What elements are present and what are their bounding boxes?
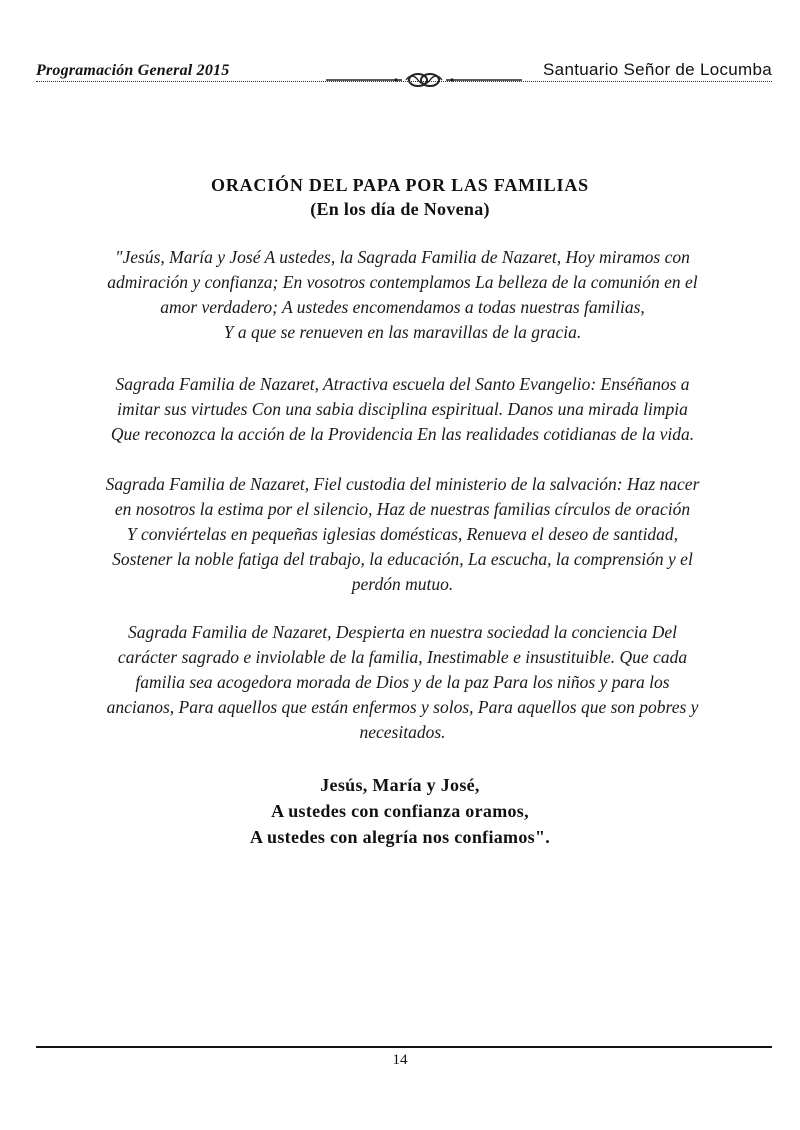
paragraph-line: imitar sus virtudes Con una sabia disciplina espiritual. Danos una mirada limpia [117,399,688,419]
closing-line: A ustedes con alegría nos confiamos". [249,827,551,847]
paragraph-line: necesitados. [359,722,446,742]
header-sanctuary-name: Santuario Señor de Locumba [543,60,772,79]
paragraph-line: Sagrada Familia de Nazaret, Despierta en nuestra sociedad la conciencia Del [127,622,678,642]
prayer-paragraph-2 [30,372,775,447]
paragraph-line: Sagrada Familia de Nazaret, Atractiva escuela del Santo Evangelio: Enséñanos a [115,374,690,394]
header-document-title: Programación General 2015 [36,62,230,79]
prayer-closing [0,772,800,850]
paragraph-line: en nosotros la estima por el silencio, Haz de nuestras familias círculos de oración [114,499,691,519]
paragraph-line: "Jesús, María y José A ustedes, la Sagrada Familia de Nazaret, Hoy miramos con [115,247,690,267]
paragraph-line: amor verdadero; A ustedes encomendamos a todas nuestras familias, [160,297,645,317]
prayer-paragraph-4 [30,620,775,745]
paragraph-line: ancianos, Para aquellos que están enfermos y solos, Para aquellos que son pobres y [106,697,699,717]
paragraph-line: Y a que se renueven en las maravillas de la gracia. [223,322,582,342]
paragraph-line: admiración y confianza; En vosotros contemplamos La belleza de la comunión en el [107,272,698,292]
paragraph-line: perdón mutuo. [351,574,454,594]
prayer-paragraph-3 [30,472,775,597]
paragraph-line: familia sea acogedora morada de Dios y de la paz Para los niños y para los [135,672,670,692]
paragraph-line: Que reconozca la acción de la Providencia En las realidades cotidianas de la vida. [110,424,695,444]
prayer-title: ORACIÓN DEL PAPA POR LAS FAMILIAS [211,175,589,195]
page-number: 14 [392,1052,408,1068]
prayer-subtitle: (En los día de Novena) [310,199,490,219]
closing-line: Jesús, María y José, [320,775,480,795]
footer-rule [36,1046,772,1048]
flourish-ornament-icon [326,68,522,88]
paragraph-line: Sostener la noble fatiga del trabajo, la educación, La escucha, la comprensión y el [112,549,693,569]
closing-line: A ustedes con confianza oramos, [271,801,529,821]
page-header [36,60,772,84]
paragraph-line: Y conviértelas en pequeñas iglesias domésticas, Renueva el deseo de santidad, [126,524,679,544]
prayer-paragraph-1 [30,245,775,345]
paragraph-line: carácter sagrado e inviolable de la familia, Inestimable e insustituible. Que cada [117,647,688,667]
paragraph-line: Sagrada Familia de Nazaret, Fiel custodia del ministerio de la salvación: Haz nacer [105,474,700,494]
